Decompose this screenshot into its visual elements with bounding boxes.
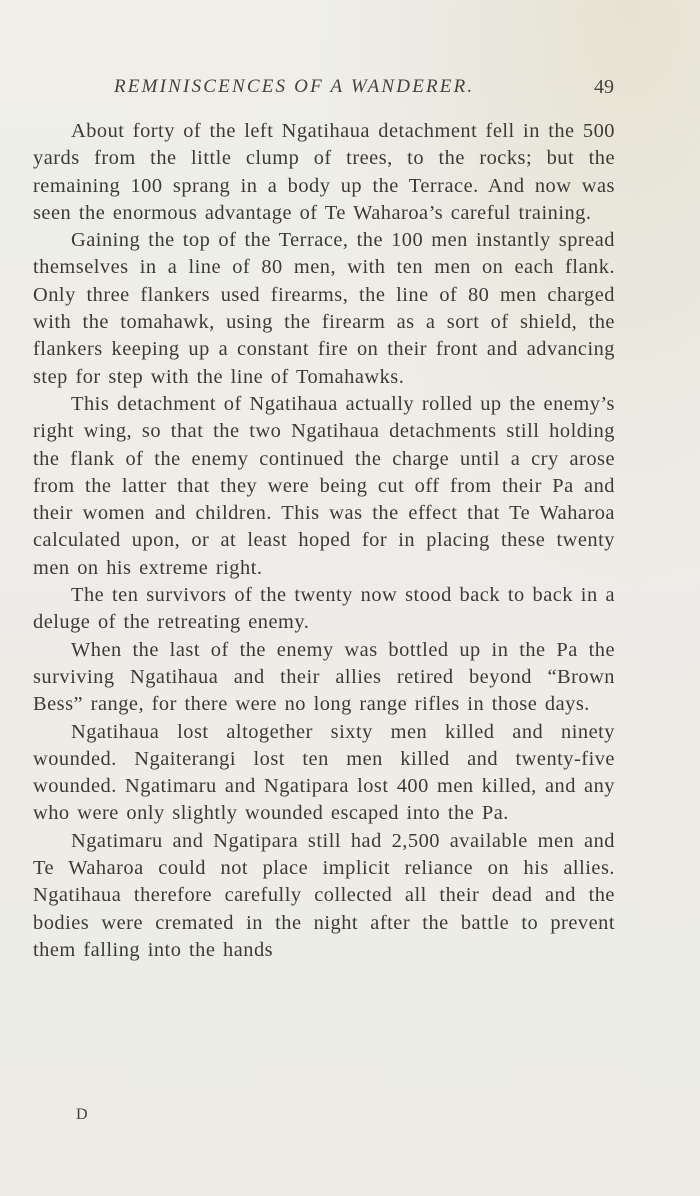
paragraph: The ten survivors of the twenty now stood back to back in a deluge of the retreating enemy. xyxy=(33,584,615,634)
page-number: 49 xyxy=(594,76,614,98)
paragraph: Gaining the top of the Terrace, the 100 men instantly spread themselves in a line of 80 men, with ten men on each flank. Only three flankers used firearms, the line of 80 men charged with the tomahawk, using the firearm as a sort of shield, the flankers keeping up a constant fire on their front and advancing step for step with the line of Tomahawks. xyxy=(33,229,615,388)
paragraph: This detachment of Ngatihaua actually rolled up the enemy’s right wing, so that the two Ngatihaua detachments still holding the flank of the enemy continued the charge until a cry arose from the latter that they were being cut off from their Pa and their women and children. This was the effect that Te Waharoa calculated upon, or at least hoped for in placing these twenty men on his extreme right. xyxy=(33,392,615,579)
running-title: REMINISCENCES OF A WANDERER. xyxy=(114,76,475,97)
paragraph: Ngatihaua lost altogether sixty men killed and ninety wounded. Ngaiterangi lost ten men killed and twenty-five wounded. Ngatimaru and Ngatipara lost 400 men killed, and any who were only slightly wounded escaped into the Pa. xyxy=(33,720,615,825)
paragraph: About forty of the left Ngatihaua detachment fell in the 500 yards from the little clump of trees, to the rocks; but the remaining 100 sprang in a body up the Terrace. And now was seen the enormous advantage of Te Waharoa’s careful training. xyxy=(33,120,615,224)
signature-mark: D xyxy=(76,1106,88,1123)
paragraph: Ngatimaru and Ngatipara still had 2,500 available men and Te Waharoa could not place implicit reliance on his allies. Ngatihaua therefore carefully collected all their dead and the bodies were cremated in the night after the battle to prevent them falling into the hands xyxy=(33,829,615,961)
paragraph: When the last of the enemy was bottled up in the Pa the surviving Ngatihaua and their allies retired beyond “Brown Bess” range, for there were no long range rifles in those days. xyxy=(33,638,615,716)
body-text xyxy=(33,118,615,964)
running-header xyxy=(114,76,614,104)
